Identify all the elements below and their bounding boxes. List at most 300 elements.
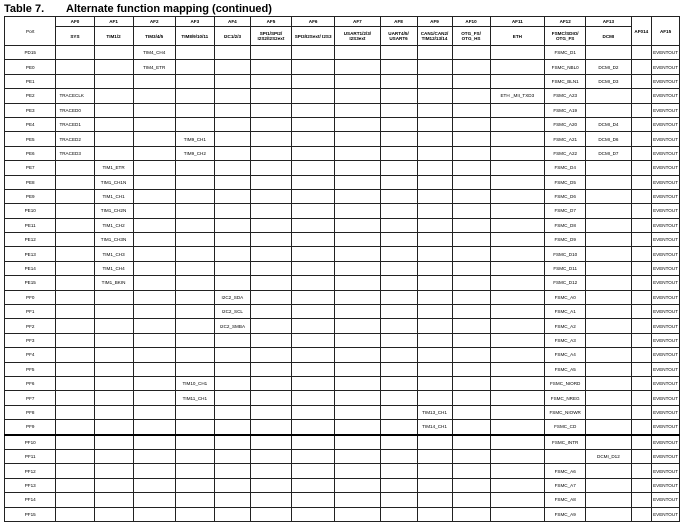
af-cell [133,117,175,131]
af-cell: I2C2_SDA [214,290,250,304]
af-cell [250,276,291,290]
af-cell [586,348,631,362]
af-cell [292,507,335,521]
af-cell [56,464,94,478]
af-cell: FSMC_A22 [545,146,586,160]
af-cell: DCMI_D7 [586,146,631,160]
af-cell [490,103,545,117]
af-cell [490,46,545,60]
table-title [4,3,272,15]
af-cell [94,376,133,390]
af-cell [214,74,250,88]
port-cell: PE7 [5,161,56,175]
af-cell [452,376,490,390]
af-cell [452,493,490,507]
af-cell [56,74,94,88]
af-cell [214,507,250,521]
af-cell: FSMC_D1 [545,46,586,60]
af-cell [380,493,417,507]
af-cell [631,146,652,160]
af-cell: I2C2_SCL [214,305,250,319]
af-cell: EVENTOUT [652,60,680,74]
af-cell [214,204,250,218]
af-cell: TIM1_CH2N [94,204,133,218]
af-cell [133,305,175,319]
af-cell [94,89,133,103]
af-cell [631,478,652,492]
af-cell: EVENTOUT [652,261,680,275]
af-cell [380,261,417,275]
af-cell: EVENTOUT [652,189,680,203]
af-cell [586,276,631,290]
af-cell [292,333,335,347]
header-af-name: FSMC/SDIO/ OTG_FS [545,27,586,46]
table-row [5,507,680,521]
af-cell [417,493,452,507]
af-cell [586,376,631,390]
af-cell: EVENTOUT [652,319,680,333]
af-cell [380,464,417,478]
af-cell [94,391,133,405]
af-cell [452,507,490,521]
af-cell [335,175,380,189]
af-cell [250,493,291,507]
af-cell: EVENTOUT [652,204,680,218]
af-cell: FSMC_D8 [545,218,586,232]
af-cell [490,507,545,521]
af-cell: FSMC_D4 [545,161,586,175]
af-cell [417,189,452,203]
af-cell [175,319,214,333]
af-cell [452,435,490,450]
af-cell [250,391,291,405]
port-cell: PE2 [5,89,56,103]
af-cell [56,319,94,333]
af-cell [133,175,175,189]
af-cell [175,464,214,478]
af-cell [175,218,214,232]
af-cell: TIM1_CH1N [94,175,133,189]
port-cell: PE10 [5,204,56,218]
header-af-code: AF014 [631,17,652,46]
af-cell [56,46,94,60]
af-cell [133,362,175,376]
af-cell [631,161,652,175]
af-cell [380,507,417,521]
af-cell [292,161,335,175]
table-row [5,189,680,203]
af-cell: FSMC_A0 [545,290,586,304]
port-cell: PF14 [5,493,56,507]
af-cell [586,290,631,304]
af-cell [490,204,545,218]
port-cell: PF5 [5,362,56,376]
af-cell: FSMC_D11 [545,261,586,275]
af-cell: TIM13_CH1 [417,405,452,419]
af-cell [631,74,652,88]
af-cell [335,507,380,521]
af-cell [56,276,94,290]
af-cell [586,507,631,521]
af-cell: FSMC_INTR [545,435,586,450]
af-cell [94,435,133,450]
af-cell [175,333,214,347]
af-cell [490,305,545,319]
header-af-code: AF8 [380,17,417,27]
af-cell: DCMI_D3 [586,74,631,88]
af-cell [56,305,94,319]
port-cell: PF7 [5,391,56,405]
af-cell [214,420,250,435]
table-row [5,449,680,463]
af-cell: EVENTOUT [652,146,680,160]
af-cell [133,233,175,247]
af-cell [214,449,250,463]
af-cell [56,261,94,275]
header-af-code: AF1 [94,17,133,27]
af-cell [94,60,133,74]
af-cell [175,493,214,507]
af-cell [335,420,380,435]
af-cell [56,60,94,74]
af-cell: FSMC_NIOWR [545,405,586,419]
af-cell [490,146,545,160]
af-cell [631,376,652,390]
table-caption: Alternate function mapping (continued) [66,3,272,15]
af-cell [94,290,133,304]
af-cell [417,464,452,478]
af-cell [380,376,417,390]
af-cell [335,305,380,319]
af-cell [94,362,133,376]
af-cell [586,233,631,247]
af-cell [417,204,452,218]
af-cell [250,233,291,247]
af-cell: EVENTOUT [652,420,680,435]
af-cell [380,333,417,347]
af-cell: TIM14_CH1 [417,420,452,435]
af-cell [292,305,335,319]
af-cell [250,449,291,463]
af-cell [631,333,652,347]
table-row [5,405,680,419]
af-cell [133,449,175,463]
af-cell [175,46,214,60]
af-cell [335,117,380,131]
af-cell [214,233,250,247]
header-af-code: AF2 [133,17,175,27]
af-cell [292,233,335,247]
af-cell [250,132,291,146]
af-cell [380,189,417,203]
af-cell [56,478,94,492]
af-cell: FSMC_A2 [545,319,586,333]
af-cell [56,233,94,247]
af-cell [417,376,452,390]
af-cell: FSMC_A8 [545,493,586,507]
af-cell [133,103,175,117]
af-cell: TIM1_CH2 [94,218,133,232]
port-cell: PE6 [5,146,56,160]
af-cell [631,405,652,419]
af-cell [133,391,175,405]
af-cell [133,261,175,275]
af-cell [417,218,452,232]
table-number: Table 7. [4,3,45,15]
af-cell: EVENTOUT [652,333,680,347]
port-cell: PE1 [5,74,56,88]
af-cell: FSMC_D9 [545,233,586,247]
af-cell [292,189,335,203]
af-cell: EVENTOUT [652,305,680,319]
af-cell [250,261,291,275]
af-cell [380,305,417,319]
af-cell [94,146,133,160]
af-cell [490,464,545,478]
af-cell [452,290,490,304]
af-cell [292,204,335,218]
af-cell [335,261,380,275]
af-cell [250,420,291,435]
af-cell [133,493,175,507]
af-cell [56,218,94,232]
af-cell [335,319,380,333]
af-cell [380,319,417,333]
af-cell [175,405,214,419]
af-cell: FSMC_D10 [545,247,586,261]
af-cell [94,493,133,507]
af-cell [214,218,250,232]
af-cell: FSMC_A20 [545,117,586,131]
table-row [5,376,680,390]
af-cell [335,146,380,160]
af-cell: TRACED1 [56,117,94,131]
af-cell [586,420,631,435]
af-cell [452,74,490,88]
af-cell [250,146,291,160]
af-cell [586,333,631,347]
af-cell [292,146,335,160]
port-cell: PE11 [5,218,56,232]
af-cell [292,348,335,362]
af-cell [631,117,652,131]
af-cell [452,175,490,189]
port-cell: PF6 [5,376,56,390]
af-cell [452,319,490,333]
af-cell [586,247,631,261]
af-cell [250,189,291,203]
af-cell [631,319,652,333]
af-cell [335,89,380,103]
af-cell: ETH _MII_TXD3 [490,89,545,103]
af-cell [214,103,250,117]
af-cell [250,478,291,492]
af-cell [631,290,652,304]
af-cell [292,319,335,333]
af-cell: TIM11_CH1 [175,391,214,405]
af-cell [94,305,133,319]
af-cell [631,189,652,203]
af-cell [335,204,380,218]
table-row [5,391,680,405]
port-cell: PE8 [5,175,56,189]
af-cell [214,189,250,203]
af-cell [56,507,94,521]
header-af-name: UART4/5/ USART6 [380,27,417,46]
af-cell [417,117,452,131]
af-cell [380,175,417,189]
af-cell: FSMC_A19 [545,103,586,117]
header-af-code: AF10 [452,17,490,27]
port-cell: PE5 [5,132,56,146]
af-cell [133,74,175,88]
af-cell [56,348,94,362]
af-cell [335,60,380,74]
af-cell [335,74,380,88]
af-cell: TIM1_ETR [94,161,133,175]
af-cell [175,478,214,492]
af-cell: FSMC_A5 [545,362,586,376]
af-cell: FSMC_A7 [545,478,586,492]
af-cell [94,464,133,478]
af-cell: EVENTOUT [652,507,680,521]
af-cell [631,233,652,247]
af-cell [94,117,133,131]
af-cell: DCMI_D2 [586,60,631,74]
af-cell [631,218,652,232]
af-cell [133,333,175,347]
af-cell: EVENTOUT [652,89,680,103]
af-cell: FSMC_D6 [545,189,586,203]
af-cell [133,276,175,290]
table-row [5,478,680,492]
af-cell [380,60,417,74]
af-cell [490,117,545,131]
af-cell [380,117,417,131]
af-cell [214,46,250,60]
af-cell [417,103,452,117]
af-cell [490,319,545,333]
af-cell [175,435,214,450]
af-cell: EVENTOUT [652,46,680,60]
af-cell [250,435,291,450]
header-port: Port [5,17,56,46]
af-cell [175,74,214,88]
af-cell [292,103,335,117]
header-af-code: AF12 [545,17,586,27]
af-cell [56,204,94,218]
af-cell [214,493,250,507]
af-cell [490,391,545,405]
af-cell: EVENTOUT [652,233,680,247]
af-cell [292,464,335,478]
af-cell [417,391,452,405]
af-cell [490,276,545,290]
af-cell [292,132,335,146]
af-cell [490,132,545,146]
af-cell [94,103,133,117]
table-row [5,233,680,247]
table-row [5,247,680,261]
af-cell [250,89,291,103]
af-cell: EVENTOUT [652,161,680,175]
af-cell [490,478,545,492]
af-cell: DCMI_D6 [586,132,631,146]
af-cell [94,132,133,146]
table-row [5,46,680,60]
af-cell [631,305,652,319]
af-cell [292,478,335,492]
af-cell [490,333,545,347]
af-cell: FSMC_A4 [545,348,586,362]
header-af-name: USART1/2/3/ I2S3ext [335,27,380,46]
header-af-name: I2C1/2/3 [214,27,250,46]
af-cell [586,464,631,478]
af-cell [452,132,490,146]
af-cell [586,405,631,419]
af-cell [214,117,250,131]
af-cell [452,103,490,117]
af-cell [214,362,250,376]
af-cell [214,348,250,362]
af-cell [292,247,335,261]
af-cell: FSMC_A6 [545,464,586,478]
header-af-name: CAN1/CAN2/ TIM12/13/14 [417,27,452,46]
af-cell [94,449,133,463]
table-row [5,261,680,275]
af-cell [490,261,545,275]
af-cell: EVENTOUT [652,74,680,88]
af-cell [292,290,335,304]
af-cell [214,247,250,261]
af-cell [133,132,175,146]
af-cell [631,175,652,189]
af-cell: TIM1_CH3N [94,233,133,247]
af-cell [94,319,133,333]
af-cell [335,103,380,117]
af-cell: DCMI_D12 [586,449,631,463]
af-cell [380,204,417,218]
af-cell [380,449,417,463]
af-cell: EVENTOUT [652,449,680,463]
af-cell [490,60,545,74]
af-cell: EVENTOUT [652,218,680,232]
af-cell: FSMC_BLN1 [545,74,586,88]
af-cell [417,305,452,319]
af-cell [250,74,291,88]
af-cell [452,464,490,478]
table-row [5,117,680,131]
af-cell [452,233,490,247]
af-cell [292,60,335,74]
af-cell [133,89,175,103]
af-cell [586,161,631,175]
af-cell [133,435,175,450]
af-cell [175,290,214,304]
af-cell [250,348,291,362]
af-cell [214,146,250,160]
af-cell [417,146,452,160]
header-af-code: AF9 [417,17,452,27]
af-cell [133,376,175,390]
af-cell [175,247,214,261]
af-cell [380,290,417,304]
af-cell [133,507,175,521]
af-cell: EVENTOUT [652,376,680,390]
af-cell [214,89,250,103]
af-cell [631,132,652,146]
af-cell [56,391,94,405]
